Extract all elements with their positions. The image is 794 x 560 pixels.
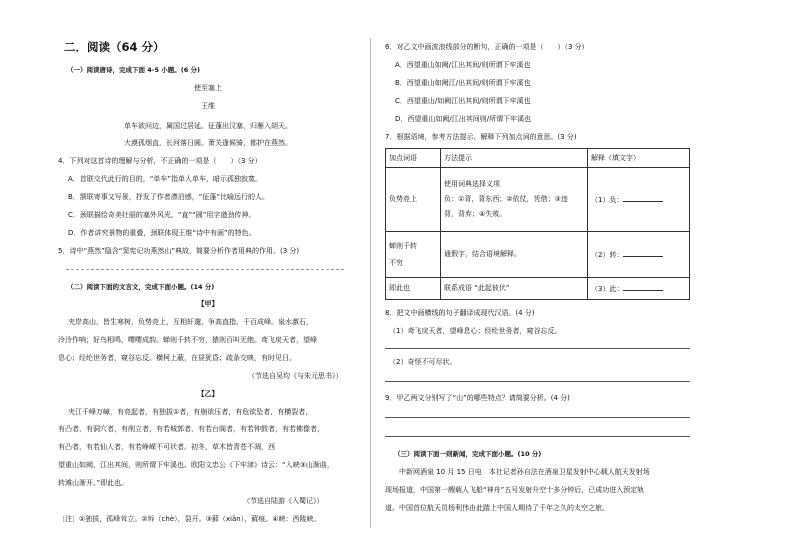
- classical-intro: （二）阅读下面的文言文，完成下面小题。(14 分): [67, 283, 215, 291]
- news-intro: （三）阅读下面一则新闻，完成下面小题。(10 分): [394, 450, 542, 458]
- table-cell-method: 联系成语 “此起彼伏”: [441, 278, 588, 300]
- answer-blank[interactable]: [623, 284, 663, 291]
- table-header-cell: 解释（填文字）: [588, 149, 690, 168]
- answer-label: （2）转：: [591, 250, 624, 259]
- yi-line: 有凸者，有若仙人者，有若峥嵘不可状者。初冬，草木皆青苍不凋，西: [58, 443, 275, 451]
- yi-line: 转滩山渐开。”即此也。: [58, 479, 129, 487]
- q6-option-b: B．西望重山如阙江/出其间/则所谓下牢溪也: [395, 79, 531, 87]
- q6-stem: 6．对乙文中画波浪线部分的断句，正确的一项是（ ）（3 分）: [385, 43, 589, 51]
- news-line: 中新网酒泉 10 月 15 日电 本社记者孙自法在酒泉卫星发射中心载人航天发射场: [399, 468, 650, 476]
- annotation-note: 〔注〕①独拔，孤峰耸立。②坼（chè），裂开。③藓（xiǎn），藓痕。④峡：西陵峡。: [58, 515, 321, 523]
- word-line: 不穷: [389, 258, 403, 267]
- table-cell-method: [441, 168, 588, 232]
- q5-stem: 5．诗中“燕然”隐含“窦宪记功燕然山”典故，简要分析作者用典的作用。(3 分): [58, 247, 300, 255]
- yi-line: 夹江千峰万嶂，有竞起者，有独拔①者，有崩欲压者，有危欲坠者，有横裂者，: [68, 408, 313, 416]
- jia-line: 夹岸高山，皆生寒树，负势竞上，互相轩邈，争高直指，千百成峰。泉水激石，: [68, 318, 313, 326]
- poem-line: 单车欲问边，属国过居延。征蓬出汉塞，归雁入胡天。: [124, 122, 292, 130]
- jia-line: 息心；经纶世务者，窥谷忘反。横柯上蔽，在昼犹昏；疏条交映，有时见日。: [58, 354, 296, 362]
- q4-option-d: D．作者讲究景物的重叠，颈联体现王维“诗中有画”的特色。: [68, 229, 256, 237]
- q8-stem: 8．把文中画横线的句子翻译成现代汉语。(4 分): [385, 309, 535, 317]
- table-header-cell: 方法提示: [441, 149, 588, 168]
- table-header-row: [386, 149, 690, 168]
- q7-stem: 7．根据语境，参考方法提示，解释下列加点词的意思。(3 分): [385, 133, 577, 141]
- q6-option-a: A．西望重山如阙/江出其间/则所谓下牢溪也: [395, 61, 531, 69]
- yi-line: 望重山如阙，江出其间，则所谓下牢溪也。欧阳文忠公《下牢津》诗云：“入峡③山渐曲，: [58, 461, 334, 469]
- table-header-cell: 加点词语: [386, 149, 441, 168]
- q6-option-d: D．西望重山如阙/江出其间则/所谓下牢溪也: [395, 115, 532, 123]
- word-line: 蝉则千转: [389, 241, 417, 250]
- q4-option-c: C．颈联描绘奇美壮丽的塞外风光，“直”“圆”用字遒劲传神。: [68, 211, 256, 219]
- answer-blank[interactable]: [623, 250, 663, 257]
- table-cell-word: [386, 232, 441, 278]
- table-row: [386, 278, 690, 300]
- answer-line[interactable]: [385, 381, 690, 382]
- q4-stem: 4．下列对这首诗的理解与分析，不正确的一项是（ ）（3 分）: [58, 157, 262, 165]
- yi-line: 有凸者，有洞穴者，有削立者，有若城郭者，有若台阁者，有若钟鼓者，有若佛像者，: [58, 425, 324, 433]
- answer-line[interactable]: [385, 436, 690, 437]
- section-divider: [66, 269, 344, 270]
- jia-line: 泠泠作响；好鸟相鸣，嘤嘤成韵。蝉则千转不穷，猿则百叫无绝。鸢飞戾天者，望峰: [58, 336, 317, 344]
- poem-author: 王维: [201, 102, 215, 110]
- q6-option-c: C．西望重山/如阙江出其间/则所谓下牢溪也: [395, 97, 531, 105]
- table-cell-word: 负势竞上: [386, 168, 441, 232]
- table-cell-word: 即此也: [386, 278, 441, 300]
- yi-source: （节选自陆游《入蜀记》）: [243, 497, 324, 505]
- q8-item-2: （2）奇怪不可尽状。: [389, 358, 457, 366]
- q7-table: [385, 148, 690, 300]
- q4-option-a: A．首联交代此行的目的，“单车”指单人单车，暗示孤独寂寞。: [68, 175, 263, 183]
- poem-line: 大漠孤烟直，长河落日圆。萧关逢候骑，都护在燕然。: [124, 139, 292, 147]
- table-cell-answer: [588, 232, 690, 278]
- news-line: 道。中国首位航天员杨利伟由此踏上中国人期待了千年之久的太空之旅。: [385, 504, 609, 512]
- section-title: 二．阅读（64 分）: [64, 40, 165, 54]
- table-cell-method: 通假字，结合语境解释。: [441, 232, 588, 278]
- method-line: 使用词典选择义项: [444, 180, 500, 188]
- answer-label: （3）此：: [591, 284, 624, 293]
- jia-source: （节选自吴均《与朱元思书》）: [248, 372, 343, 380]
- q8-item-1: （1）鸢飞戾天者，望峰息心；经纶世务者，窥谷忘反。: [389, 327, 562, 335]
- poem-intro: （一）阅读唐诗，完成下面 4-5 小题。(6 分): [67, 66, 200, 74]
- method-line: 负：①背，背东西；②依仗，凭借；③违: [444, 195, 568, 203]
- q4-option-b: B．颔联寄事又写景，抒发了作者漂泊感，“征蓬”比喻远行的人。: [68, 193, 270, 201]
- answer-line[interactable]: [385, 417, 690, 418]
- yi-label: 【乙】: [197, 390, 219, 398]
- q9-stem: 9．甲乙两文分别写了“山”的哪些特点？请简要分析。(4 分): [385, 394, 570, 402]
- answer-blank[interactable]: [623, 195, 663, 202]
- answer-label: （1）负：: [591, 195, 624, 204]
- jia-label: 【甲】: [197, 300, 219, 308]
- poem-title: 使至塞上: [194, 84, 222, 92]
- table-cell-answer: [588, 278, 690, 300]
- table-row: [386, 232, 690, 278]
- table-cell-answer: [588, 168, 690, 232]
- answer-line[interactable]: [385, 348, 690, 349]
- news-line: 现场报道，中国第一艘载人飞船“神舟”五号发射升空十多分钟后，已成功进入预定轨: [385, 486, 645, 494]
- table-row: [386, 168, 690, 232]
- column-divider: [370, 38, 371, 528]
- method-line: 背，背弃；④失败。: [444, 210, 507, 218]
